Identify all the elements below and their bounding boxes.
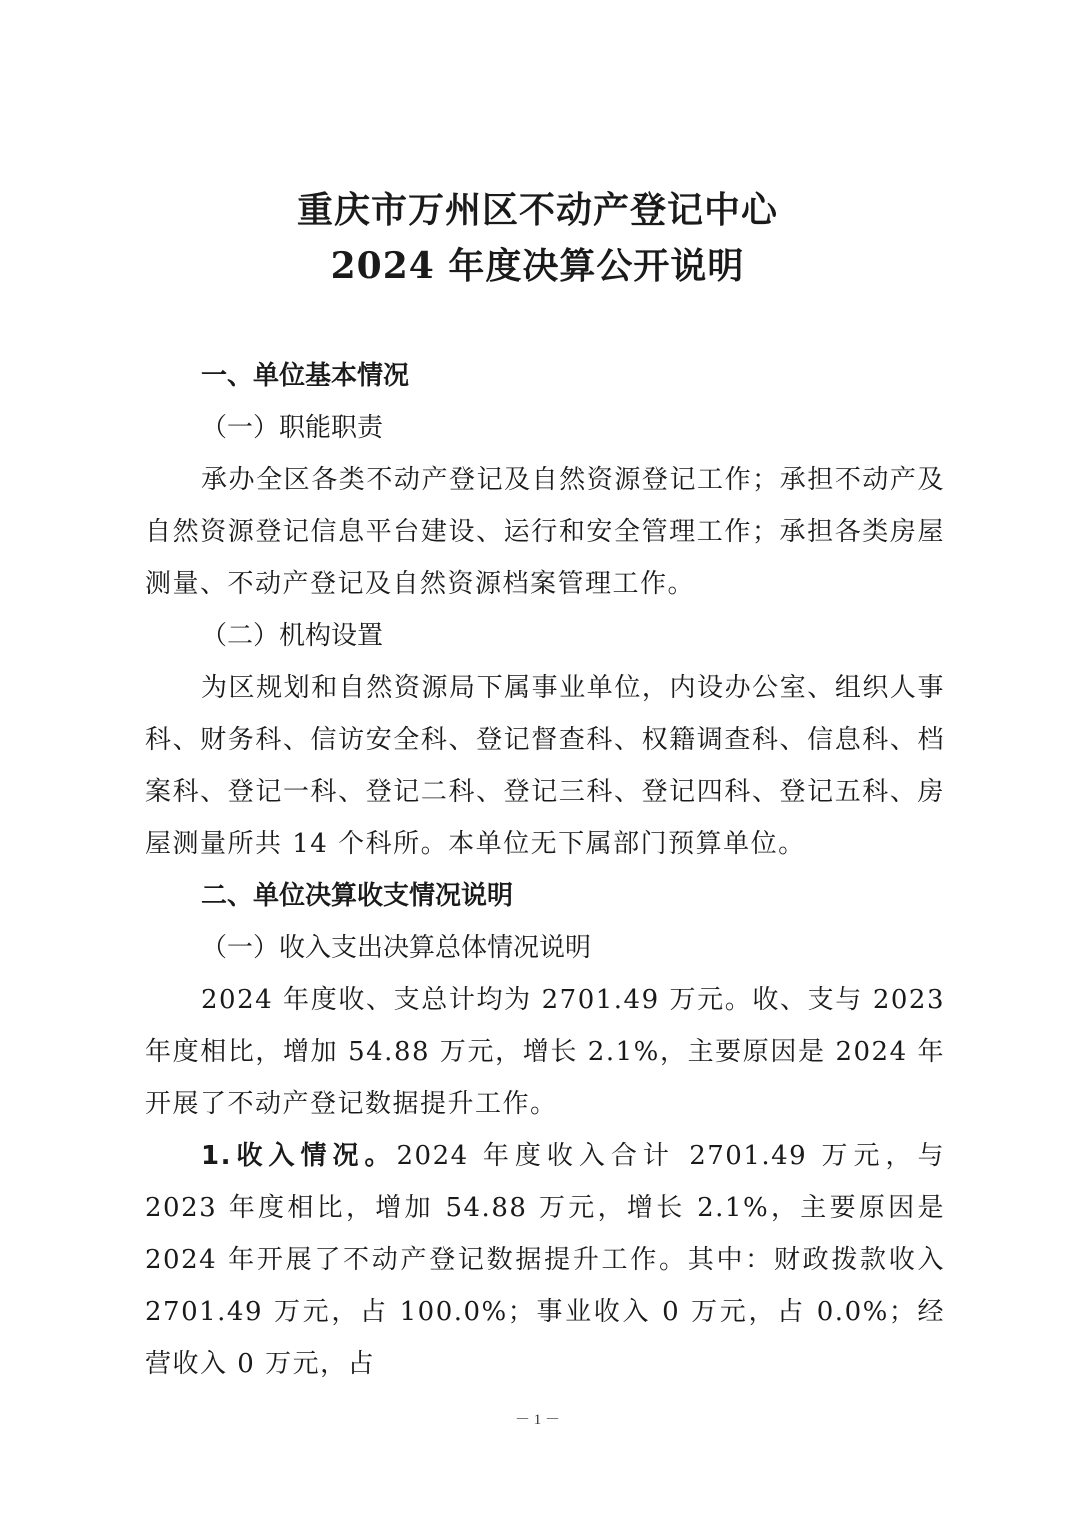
- income-lead: 1.收入情况。: [201, 1141, 397, 1171]
- page-number: － 1 －: [514, 1412, 560, 1428]
- document-title-line2: 2024 年度决算公开说明: [330, 245, 745, 287]
- section1-sub1-text: 承办全区各类不动产登记及自然资源登记工作；承担不动产及自然资源登记信息平台建设、运行和安全管理工作；承担各类房屋测量、不动产登记及自然资源档案管理工作。: [145, 465, 945, 599]
- section1-sub1-heading: （一）职能职责: [201, 413, 384, 443]
- document-body: [145, 350, 945, 1390]
- income-text: 2024 年度收入合计 2701.49 万元，与 2023 年度相比，增加 54.88 万元，增长 2.1%，主要原因是 2024 年开展了不动产登记数据提升工作。其中：财政拨款收入 2701.49 万元，占 100.0%；事业收入 0 万元，占 0.0%；经营收入 0 万元，占: [145, 1141, 945, 1379]
- section2-sub1-heading: （一）收入支出决算总体情况说明: [201, 933, 592, 963]
- section1-heading: 一、单位基本情况: [201, 361, 410, 391]
- document-title-line1: 重庆市万州区不动产登记中心: [296, 189, 778, 231]
- income-paragraph: [145, 1130, 945, 1390]
- section1-sub2-text: 为区规划和自然资源局下属事业单位，内设办公室、组织人事科、财务科、信访安全科、登记督查科、权籍调查科、信息科、档案科、登记一科、登记二科、登记三科、登记四科、登记五科、房屋测量所共 14 个科所。本单位无下属部门预算单位。: [145, 673, 945, 859]
- section1-sub2-heading: （二）机构设置: [201, 621, 384, 651]
- section2-heading: 二、单位决算收支情况说明: [201, 881, 514, 911]
- section2-sub1-text: 2024 年度收、支总计均为 2701.49 万元。收、支与 2023 年度相比，增加 54.88 万元，增长 2.1%，主要原因是 2024 年开展了不动产登记数据提升工作。: [145, 985, 945, 1119]
